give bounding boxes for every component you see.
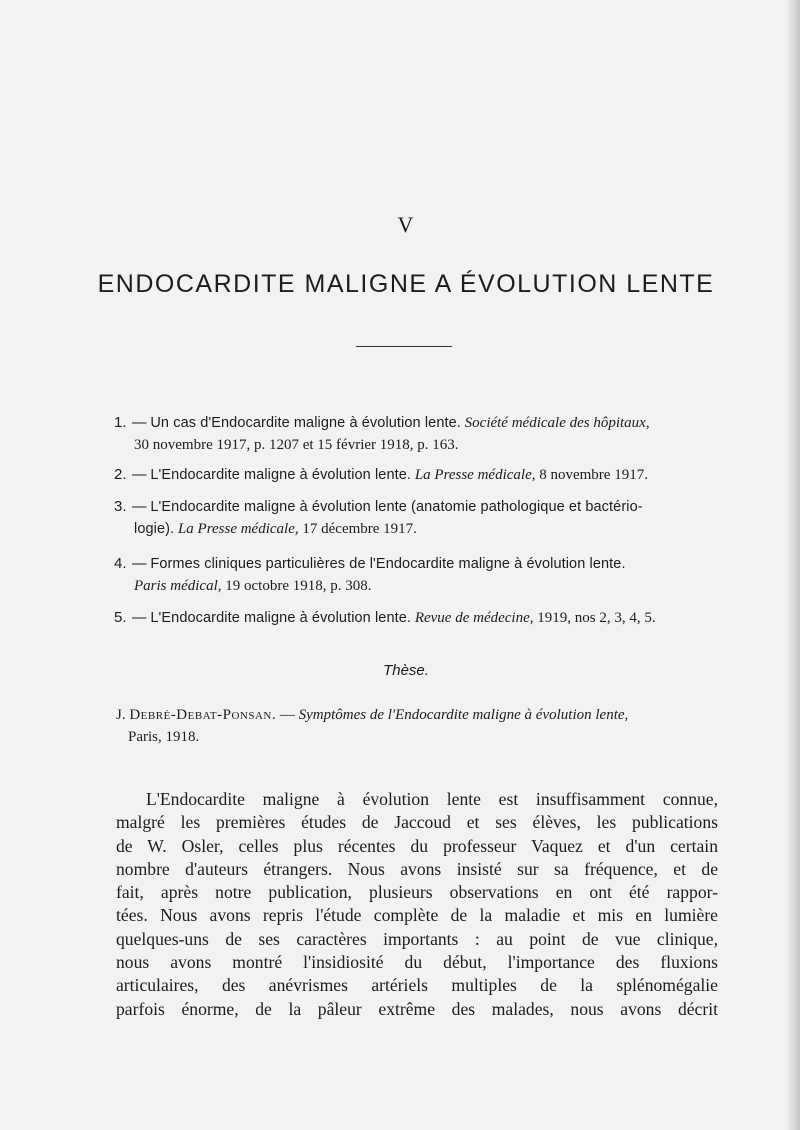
reference-item bbox=[114, 496, 714, 540]
reference-title-line1: L'Endocardite maligne à évolution lente (anatomie pathologique et bactério- bbox=[150, 499, 643, 515]
reference-journal: Revue de médecine, bbox=[414, 610, 534, 626]
reference-dash: — bbox=[132, 499, 147, 515]
body-line: nombre d'auteurs étrangers. Nous avons insisté sur sa fréquence, et de bbox=[116, 858, 718, 879]
reference-details: 1919, nos 2, 3, 4, 5. bbox=[537, 610, 656, 626]
reference-title: Formes cliniques particulières de l'Endocardite maligne à évolution lente. bbox=[150, 556, 626, 572]
reference-number: 5. bbox=[114, 609, 127, 626]
body-line: nous avons montré l'insidiosité du début, l'importance des fluxions bbox=[116, 952, 718, 973]
reference-journal: La Presse médicale, bbox=[414, 467, 536, 483]
reference-dash: — bbox=[132, 556, 147, 572]
reference-title-line2: logie). bbox=[134, 521, 175, 537]
reference-details: 19 octobre 1918, p. 308. bbox=[225, 578, 372, 594]
reference-details: 8 novembre 1917. bbox=[539, 467, 648, 483]
reference-journal: La Presse médicale, bbox=[177, 521, 299, 537]
reference-title: L'Endocardite maligne à évolution lente. bbox=[150, 467, 412, 483]
body-line: articulaires, des anévrismes artériels multiples de la splénomégalie bbox=[116, 975, 718, 996]
thesis-place-year: Paris, 1918. bbox=[128, 729, 200, 745]
reference-journal: Société médicale des hôpitaux, bbox=[464, 415, 650, 431]
reference-item bbox=[114, 412, 714, 456]
title-divider bbox=[356, 346, 452, 347]
reference-details: 30 novembre 1917, p. 1207 et 15 février 1918, p. 163. bbox=[134, 437, 459, 453]
reference-journal: Paris médical, bbox=[134, 578, 222, 594]
reference-dash: — bbox=[132, 467, 147, 483]
reference-item bbox=[114, 607, 714, 629]
reference-title: Un cas d'Endocardite maligne à évolution lente. bbox=[150, 415, 461, 431]
body-paragraph bbox=[116, 788, 718, 1021]
body-line: tées. Nous avons repris l'étude complète de la maladie et mis en lumière bbox=[116, 905, 718, 926]
reference-item bbox=[114, 553, 714, 597]
body-line: quelques-uns de ses caractères importants : au point de vue clinique, bbox=[116, 928, 718, 949]
reference-item bbox=[114, 464, 714, 486]
thesis-dash: — bbox=[279, 707, 295, 723]
reference-dash: — bbox=[132, 610, 147, 626]
page-edge-shadow bbox=[786, 0, 800, 1130]
thesis-title: Symptômes de l'Endocardite maligne à évolution lente, bbox=[298, 707, 629, 723]
reference-number: 4. bbox=[114, 555, 127, 572]
body-line: parfois énorme, de la pâleur extrême des malades, nous avons décrit bbox=[116, 998, 718, 1019]
reference-number: 3. bbox=[114, 498, 127, 515]
body-line: L'Endocardite maligne à évolution lente est insuffisamment connue, bbox=[146, 789, 718, 809]
reference-number: 2. bbox=[114, 466, 127, 483]
thesis-author-name: Debré-Debat-Ponsan. bbox=[129, 707, 277, 723]
chapter-title: ENDOCARDITE MALIGNE A ÉVOLUTION LENTE bbox=[97, 270, 715, 298]
chapter-number: V bbox=[397, 212, 415, 237]
thesis-reference bbox=[116, 704, 716, 748]
body-line: de W. Osler, celles plus récentes du professeur Vaquez et d'un certain bbox=[116, 835, 718, 856]
reference-dash: — bbox=[132, 415, 147, 431]
body-line: malgré les premières études de Jaccoud et ses élèves, les publications bbox=[116, 812, 718, 833]
reference-title: L'Endocardite maligne à évolution lente. bbox=[150, 610, 412, 626]
thesis-author-initial: J. bbox=[116, 707, 126, 723]
thesis-heading: Thèse. bbox=[383, 662, 429, 679]
body-line: fait, après notre publication, plusieurs observations en ont été rappor- bbox=[116, 882, 718, 903]
reference-number: 1. bbox=[114, 414, 127, 431]
reference-details: 17 décembre 1917. bbox=[302, 521, 417, 537]
